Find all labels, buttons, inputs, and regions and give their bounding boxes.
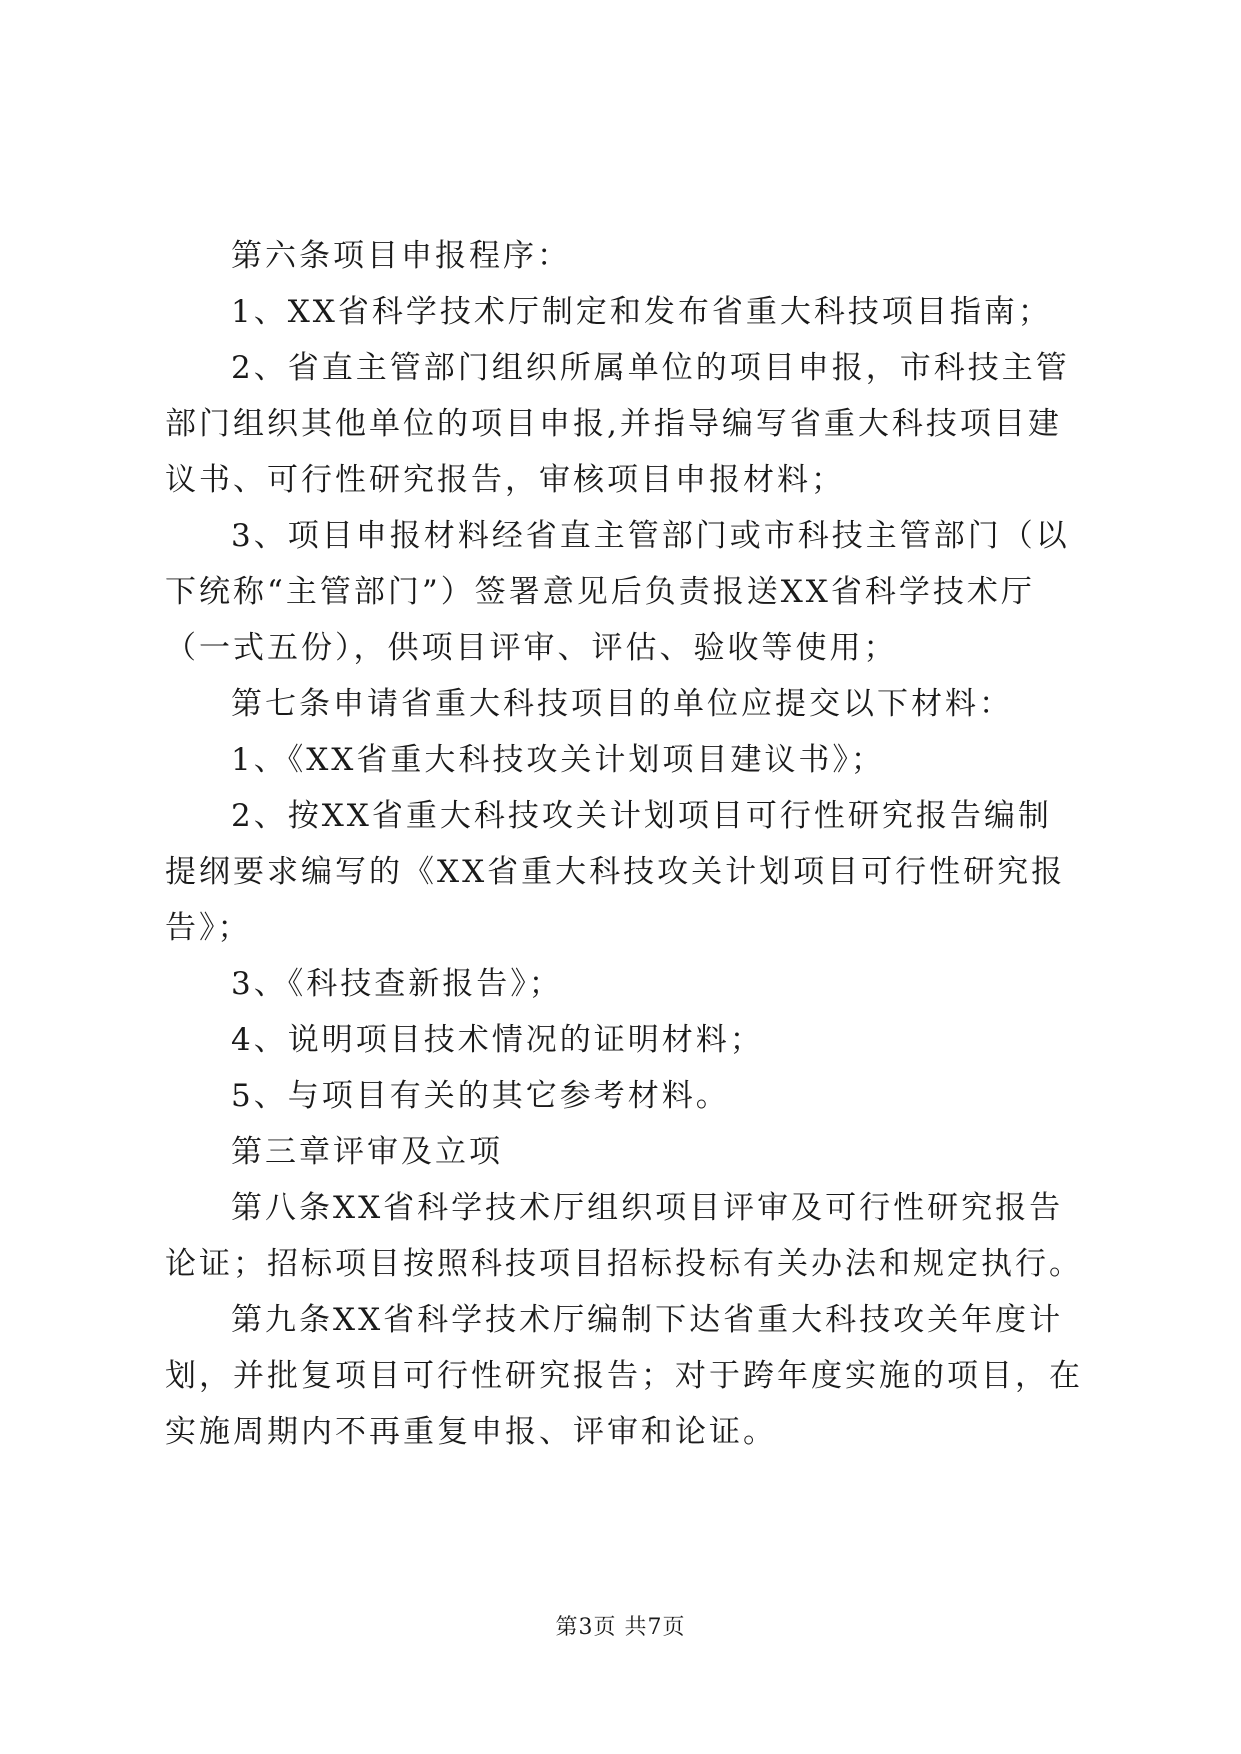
paragraph-article-7-heading: 第七条申请省重大科技项目的单位应提交以下材料：	[231, 686, 1013, 722]
paragraph-material-2: 2、按XX省重大科技攻关计划项目可行性研究报告编制提纲要求编写的《XX省重大科技攻关计划项目可行性研究报告》；	[165, 798, 1066, 946]
page-number-footer: 第3页 共7页	[555, 1615, 686, 1640]
chapter-3-heading: 第三章评审及立项	[231, 1134, 503, 1170]
paragraph-material-5: 5、与项目有关的其它参考材料。	[231, 1078, 730, 1114]
paragraph-material-1: 1、《XX省重大科技攻关计划项目建议书》；	[231, 742, 885, 778]
paragraph-item-2: 2、省直主管部门组织所属单位的项目申报，市科技主管部门组织其他单位的项目申报,并指导编写省重大科技项目建议书、可行性研究报告，审核项目申报材料；	[165, 350, 1070, 498]
document-body	[165, 228, 1085, 1460]
paragraph-article-9: 第九条XX省科学技术厅编制下达省重大科技攻关年度计划，并批复项目可行性研究报告；对于跨年度实施的项目，在实施周期内不再重复申报、评审和论证。	[165, 1302, 1083, 1450]
paragraph-item-3: 3、项目申报材料经省直主管部门或市科技主管部门（以下统称“主管部门”）签署意见后负责报送XX省科学技术厅（一式五份），供项目评审、评估、验收等使用；	[165, 518, 1070, 666]
paragraph-article-8: 第八条XX省科学技术厅组织项目评审及可行性研究报告论证；招标项目按照科技项目招标投标有关办法和规定执行。	[165, 1190, 1083, 1282]
paragraph-item-1: 1、XX省科学技术厅制定和发布省重大科技项目指南；	[231, 294, 1052, 330]
paragraph-material-4: 4、说明项目技术情况的证明材料；	[231, 1022, 764, 1058]
paragraph-article-6-heading: 第六条项目申报程序：	[231, 238, 571, 274]
paragraph-material-3: 3、《科技查新报告》；	[231, 966, 563, 1002]
